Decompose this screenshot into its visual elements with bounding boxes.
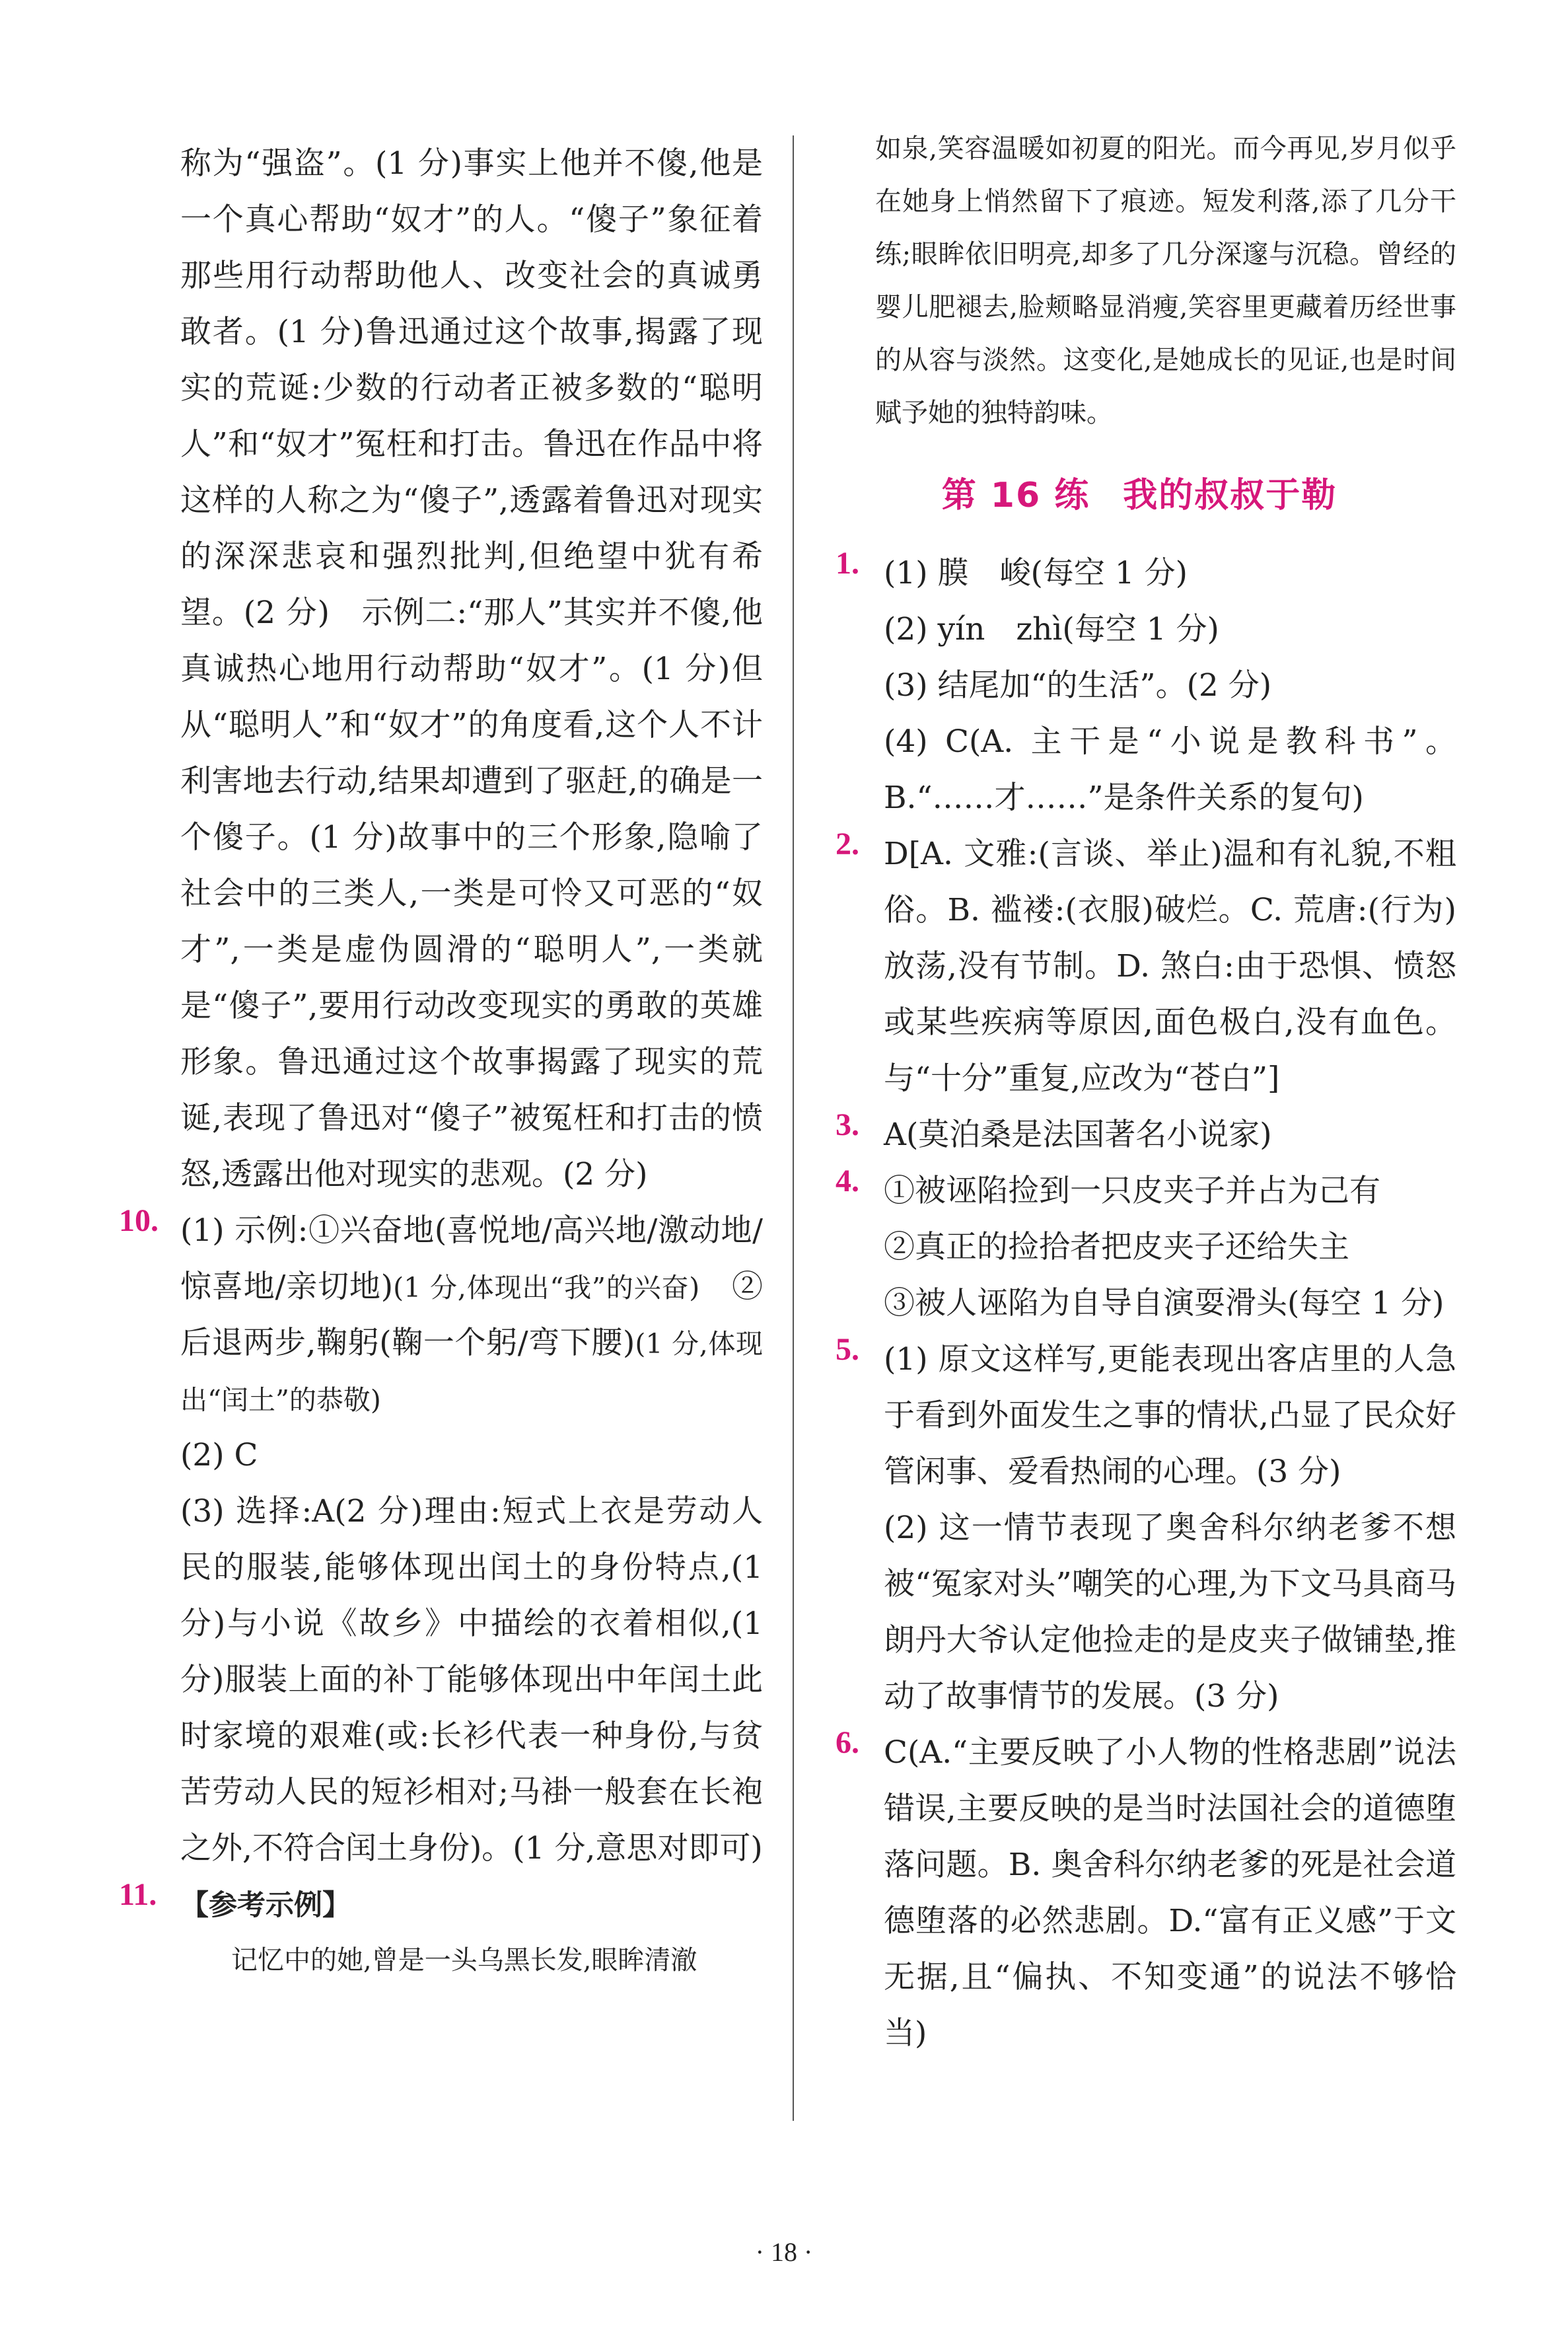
q2-answer: D[A. 文雅:(言谈、举止)温和有礼貌,不粗俗。B. 褴褛:(衣服)破烂。C. 荒唐:(行为)放荡,没有节制。D. 煞白:由于恐惧、愤怒或某些疾病等原因,面色极白,没有血色。与“十分”重复,应改为“苍白”] <box>884 836 1456 1097</box>
q10-part1 <box>180 1202 763 1427</box>
q10-part1-score: (1 分,体现出“我”的兴奋) <box>393 1272 700 1304</box>
question-number: 6. <box>836 1725 859 1760</box>
q10-part3: (3) 选择:A(2 分)理由:短式上衣是劳动人民的服装,能够体现出闰土的身份特点,(1 分)与小说《故乡》中描绘的衣着相似,(1 分)服装上面的补丁能够体现出中年闰土此时家境的艰难(或:长衫代表一种身份,与贫苦劳动人民的短衫相对;马褂一般套在长袍之外,不符合闰土身份)。(1 分,意思对即可) <box>180 1493 763 1866</box>
q11-essay-continuation: 如泉,笑容温暖如初夏的阳光。而今再见,岁月似乎在她身上悄然留下了痕迹。短发利落,添了几分干练;眼眸依旧明亮,却多了几分深邃与沉稳。曾经的婴儿肥褪去,脸颊略显消瘦,笑容里更藏着历经世事的从容与淡然。这变化,是她成长的见证,也是时间赋予她的独特韵味。 <box>875 133 1456 428</box>
question-4 <box>822 1163 1456 1331</box>
q11-ref-label <box>180 1876 763 1934</box>
q10-part2: (2) C <box>180 1437 258 1473</box>
left-column <box>119 135 763 1987</box>
section-name: 我的叔叔于勒 <box>1123 476 1337 515</box>
q3-answer: A(莫泊桑是法国著名小说家) <box>884 1117 1272 1153</box>
q4-part1: ①被诬陷捡到一只皮夹子并占为己有 <box>884 1173 1380 1209</box>
reference-label: 【参考示例】 <box>180 1889 351 1922</box>
question-3 <box>822 1107 1456 1163</box>
q10-part1-text2: ②后退两步,鞠躬(鞠一个躬/弯下腰) <box>180 1269 764 1361</box>
question-5 <box>822 1331 1456 1724</box>
q10-part1-text: (1) 示例:①兴奋地(喜悦地/高兴地/激动地/惊喜地/亲切地) <box>180 1212 763 1305</box>
q1-part4: (4) C(A. 主干是“小说是教科书”。B.“……才……”是条件关系的复句) <box>884 723 1456 816</box>
question-number: 10. <box>119 1203 159 1238</box>
answer-continuation: 称为“强盗”。(1 分)事实上他并不傻,他是一个真心帮助“奴才”的人。“傻子”象征着那些用行动帮助他人、改变社会的真诚勇敢者。(1 分)鲁迅通过这个故事,揭露了现实的荒诞:少数的行动者正被多数的“聪明人”和“奴才”冤枉和打击。鲁迅在作品中将这样的人称之为“傻子”,透露着鲁迅对现实的深深悲哀和强烈批判,但绝望中犹有希望。(2 分) 示例二:“那人”其实并不傻,他真诚热心地用行动帮助“奴才”。(1 分)但从“聪明人”和“奴才”的角度看,这个人不计利害地去行动,结果却遭到了驱赶,的确是一个傻子。(1 分)故事中的三个形象,隐喻了社会中的三类人,一类是可怜又可恶的“奴才”,一类是虚伪圆滑的“聪明人”,一类就是“傻子”,要用行动改变现实的勇敢的英雄形象。鲁迅通过这个故事揭露了现实的荒诞,表现了鲁迅对“傻子”被冤枉和打击的愤怒,透露出他对现实的悲观。(2 分) <box>180 145 763 1193</box>
question-10 <box>119 1202 763 1876</box>
q5-part1: (1) 原文这样写,更能表现出客店里的人急于看到外面发生之事的情状,凸显了民众好管闲事、爱看热闹的心理。(3 分) <box>884 1341 1456 1490</box>
question-number: 1. <box>836 546 859 581</box>
page-number: · 18 · <box>755 2237 813 2267</box>
q5-part2: (2) 这一情节表现了奥舍科尔纳老爹不想被“冤家对头”嘲笑的心理,为下文马具商马朗丹大爷认定他捡走的是皮夹子做铺垫,推动了故事情节的发展。(3 分) <box>884 1510 1456 1715</box>
question-number: 5. <box>836 1332 859 1367</box>
question-6 <box>822 1724 1456 2061</box>
column-divider <box>793 135 794 2121</box>
question-number: 4. <box>836 1163 859 1199</box>
section-title <box>822 462 1456 529</box>
q10-part1-score2: (1 分,体现出“闰土”的恭敬) <box>180 1328 763 1416</box>
question-number: 2. <box>836 827 859 862</box>
right-column <box>822 122 1456 2061</box>
q1-part2: (2) yín zhì(每空 1 分) <box>884 611 1219 647</box>
q1-part1: (1) 膜 峻(每空 1 分) <box>884 555 1188 591</box>
q11-essay-start: 记忆中的她,曾是一头乌黑长发,眼眸清澈 <box>231 1945 697 1975</box>
q4-part3: ③被人诬陷为自导自演耍滑头(每空 1 分) <box>884 1285 1444 1321</box>
question-11 <box>119 1876 763 1987</box>
q6-answer: C(A.“主要反映了小人物的性格悲剧”说法错误,主要反映的是当时法国社会的道德堕落问题。B. 奥舍科尔纳老爹的死是社会道德堕落的必然悲剧。D.“富有正义感”于文无据,且“偏执、不知变通”的说法不够恰当) <box>884 1734 1456 2051</box>
question-number: 3. <box>836 1107 859 1142</box>
section-number: 第 16 练 <box>941 476 1090 515</box>
question-number: 11. <box>119 1877 157 1912</box>
question-1 <box>822 545 1456 826</box>
q1-part3: (3) 结尾加“的生活”。(2 分) <box>884 667 1272 704</box>
q4-part2: ②真正的捡拾者把皮夹子还给失主 <box>884 1229 1349 1265</box>
question-2 <box>822 826 1456 1107</box>
